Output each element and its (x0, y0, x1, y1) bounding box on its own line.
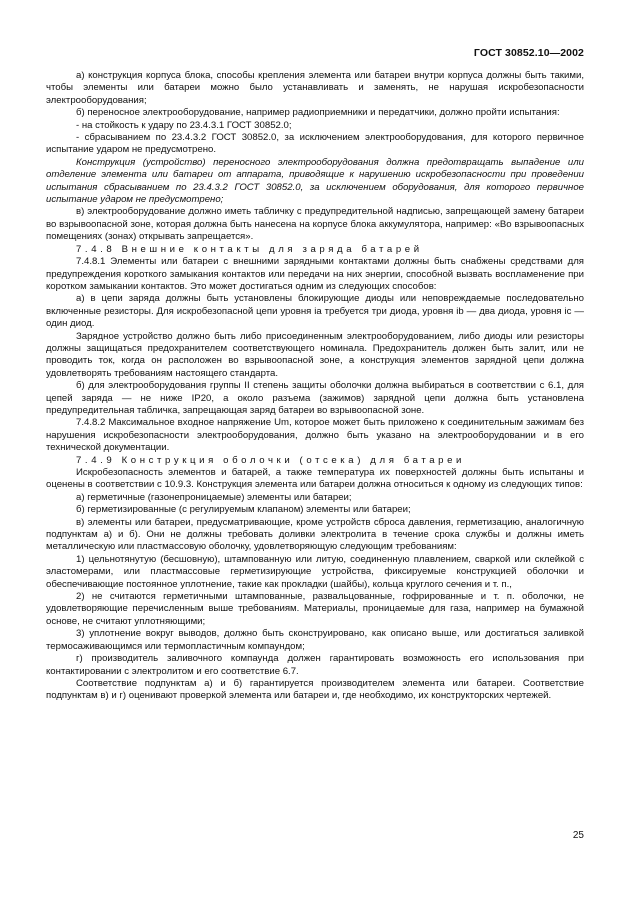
paragraph-req-1: 1) цельнотянутую (бесшовную), штампованную или литую, соединенную плавлением, сваркой или склейкой с эластомерами, или пластмассовые герметизирующие устройства, фиксируемые конструкцией оболочки и обеспечивающие постоянное уплотнение, такие как прокладки (шайбы), кольца круглого сечения и т. п., (46, 553, 584, 590)
paragraph-type-b: б) герметизированные (с регулируемым клапаном) элементы или батареи; (76, 504, 411, 516)
paragraph-type-a: а) герметичные (газонепроницаемые) элементы или батареи; (76, 491, 352, 503)
standard-header: ГОСТ 30852.10—2002 (473, 47, 584, 59)
section-heading-7-4-8: 7.4.8 Внешние контакты для заряда батарей (76, 243, 423, 255)
paragraph-a-diodes: а) в цепи заряда должны быть установлены блокирующие диоды или неповреждаемые последовательно включенные резисторы. Для искробезопасной цепи уровня ia требуется три диода, уровня ib — два диода, уровня ic — один диод. (46, 293, 584, 330)
paragraph-conformity: Соответствие подпунктам а) и б) гарантируется производителем элемента или батареи. Соответствие подпунктам в) и г) оценивают проверкой элемента или батареи и, где необходимо, их конструкторских чертежей. (46, 677, 584, 702)
paragraph-construction-note: Конструкция (устройство) переносного электрооборудования должна предотвращать выпадение или отделение элемента или батареи от аппарата, приводящие к нарушению искробезопасности при проведении испытания сбрасыванием по 23.4.3.2 ГОСТ 30852.0, за исключением оборудования, для которого первичное испытание ударом не предусмотрено; (46, 156, 584, 206)
page-number: 25 (572, 830, 584, 841)
paragraph-a-housing: а) конструкция корпуса блока, способы крепления элемента или батареи внутри корпуса должны быть такими, чтобы элементы или батареи можно было устанавливать и заменять, не нарушая искробезопасности электрооборудования; (46, 70, 584, 106)
paragraph-7-4-8-2: 7.4.8.2 Максимальное входное напряжение Um, которое может быть приложено к соединительным зажимам без нарушения искробезопасности электрооборудования, должно быть указано на электрооборудовании и в его технической документации. (46, 417, 584, 454)
paragraph-impact-test: - на стойкость к удару по 23.4.3.1 ГОСТ 30852.0; (76, 119, 292, 131)
paragraph-charger: Зарядное устройство должно быть либо присоединенным электрооборудованием, либо диоды или резисторы должны защищаться предохранителем соответствующего номинала. Предохранитель должен быть залит, или не проводить ток, когда он расположен во взрывоопасной зоне, а конструкция элементов зарядной цепи должна удовлетворять требованиям настоящего стандарта. (46, 330, 584, 379)
paragraph-b-portable: б) переносное электрооборудование, например радиоприемники и передатчики, должно пройти испытания: (76, 107, 560, 119)
paragraph-g-compound: г) производитель заливочного компаунда должен гарантировать возможность его использования при контактировании с электролитом и его соответствие 6.7. (46, 653, 584, 677)
paragraph-type-v: в) элементы или батареи, предусматривающие, кроме устройств сброса давления, герметизацию, аналогичную подпунктам а) и б). Они не должны требовать доливки электролита в течение срока службы и должны иметь металлическую или пластмассовую оболочку, удовлетворяющую следующим требованиям: (46, 516, 584, 553)
paragraph-b-group-ii: б) для электрооборудования группы II степень защиты оболочки должна выбираться в соответствии с 6.1, для цепей заряда — не ниже IP20, а около разъема (зажимов) зарядной цепи должна быть установлена предупредительная табличка, запрещающая заряд батареи во взрывоопасной зоне. (46, 380, 584, 416)
paragraph-v-warning-plate: в) электрооборудование должно иметь табличку с предупредительной надписью, запрещающей замену батареи во взрывоопасной зоне, которая должна быть нанесена на корпусе блока аккумулятора, например: «Во взрывоопасных помещениях (зонах) открывать запрещается». (46, 206, 584, 243)
paragraph-req-3: 3) уплотнение вокруг выводов, должно быть сконструировано, как описано выше, или достигаться заливкой термосаживающимся или термопластичным компаундом; (46, 628, 584, 652)
paragraph-7-4-8-1: 7.4.8.1 Элементы или батареи с внешними зарядными контактами должны быть снабжены средствами для предупреждения короткого замыкания контактов или передачи на них энергии, способной вызвать воспламенение при коротком замыкании контактов. Это может достигаться одним из следующих способов: (46, 256, 584, 292)
paragraph-intrinsic-safety: Искробезопасность элементов и батарей, а также температура их поверхностей должны быть испытаны и оценены в соответствии с 10.9.3. Конструкция элемента или батареи должна относиться к одному из следующих типов: (46, 467, 584, 491)
document-body (46, 70, 584, 703)
section-heading-7-4-9: 7.4.9 Конструкция оболочки (отсека) для батареи (76, 454, 466, 466)
paragraph-req-2: 2) не считаются герметичными штампованные, развальцованные, гофрированные и т. п. оболочки, не удовлетворяющие перечисленным выше требованиям. Материалы, проницаемые для газа, например на бумажной основе, не считают уплотняющими; (46, 591, 584, 627)
paragraph-drop-test: - сбрасыванием по 23.4.3.2 ГОСТ 30852.0, за исключением электрооборудования, для которого первичное испытание ударом не предусмотрено. (46, 132, 584, 156)
